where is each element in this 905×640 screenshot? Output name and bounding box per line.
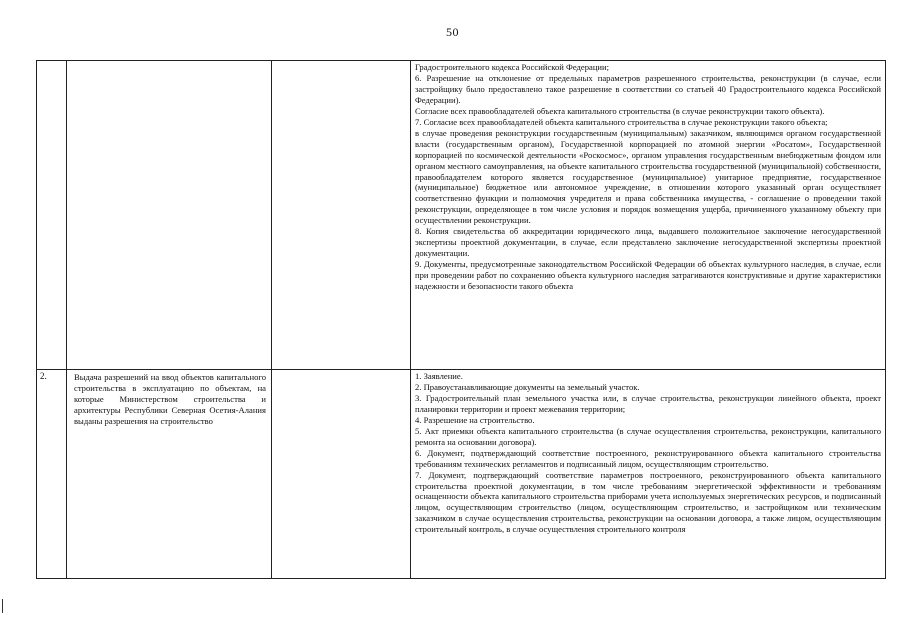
empty-cell [272,61,411,370]
service-name-cell [67,61,272,370]
document-item: 6. Разрешение на отклонение от предельных параметров разрешенного строительства, реконструкции (в случае, если застройщику было предоставлено такое разрешение в соответствии со статьей 40 Градостроительного кодекса Российской Федерации). [415,72,881,105]
row-number [37,61,66,62]
document-item: 1. Заявление. [415,371,463,381]
document-item: 8. Копия свидетельства об аккредитации юридического лица, выдавшего положительное заключение негосударственной экспертизы проектной документации, в случае, если представлено заключение негосударственной экспертизы проектной документации. [415,226,881,259]
document-item: в случае проведения реконструкции государственным (муниципальным) заказчиком, являющимся органом государственной власти (государственным органом), Государственной корпорацией по атомной энергии «Росатом», Государственной корпорацией по космической деятельности «Роскосмос», органом управления государственным внебюджетным фондом или органом местного самоуправления, на объекте капитального строительства государственной (муниципальной) собственности, правообладателем которого является государственное (муниципальное) унитарное предприятие, государственное (муниципальное) бюджетное или автономное учреждение, в отношении которого указанный орган осуществляет соответственно функции и полномочия учредителя и права собственника имущества, - соглашение о проведении такой реконструкции, определяющее в том числе условия и порядок возмещения ущерба, причиненного указанному объекту при осуществлении реконструкции. [415,127,881,226]
document-item: 4. Разрешение на строительство. [415,414,535,425]
service-name: Выдача разрешений на ввод объектов капитального строительства в эксплуатацию по объектам, на которые Министерством строительства и архитектуры Республики Северная Осетия-Алания выданы разрешения на строительство [74,372,266,426]
document-item: 7. Документ, подтверждающий соответствие параметров построенного, реконструированного объекта капитального строительства проектной документации, в том числе требованиям энергетической эффективности и требованиям оснащенности объекта капитального строительства приборами учета используемых энергетических ресурсов, и подписанный лицом, осуществляющим строительство (лицом, осуществляющим строительство, и застройщиком или техническим заказчиком в случае осуществления строительства, реконструкции на основании договора, а также лицом, осуществляющим строительный контроль, в случае осуществления строительного контроля [415,469,881,535]
page-number: 50 [446,25,459,39]
document-item: 6. Документ, подтверждающий соответствие построенного, реконструированного объекта капитального строительства требованиям технических регламентов и подписанный лицом, осуществляющим строительство. [415,447,881,469]
row-number: 2. [40,371,47,381]
document-item: 7. Согласие всех правообладателей объекта капитального строительства в случае реконструкции такого объекта; [415,116,828,127]
row-number-cell [37,370,67,579]
service-name [67,61,271,63]
documents-list [411,370,885,535]
documents-cell [411,61,886,370]
document-item: Согласие всех правообладателей объекта капитального строительства (в случае реконструкции такого объекта). [415,105,825,116]
empty-cell [272,370,411,579]
row-number-cell [37,61,67,370]
document-item: 2. Правоустанавливающие документы на земельный участок. [415,381,640,392]
documents-cell [411,370,886,579]
table-row [37,370,886,579]
documents-list [411,61,885,292]
document-item: 9. Документы, предусмотренные законодательством Российской Федерации об объектах культурного наследия, в случае, если при проведении работ по сохранению объекта культурного наследия затрагиваются конструктивные и другие характеристики надежности и безопасности такого объекта [415,259,881,292]
document-item: Градостроительного кодекса Российской Федерации; [415,62,610,72]
service-name-cell [67,370,272,579]
table-row [37,61,886,370]
document-table [36,60,886,579]
document-item: 5. Акт приемки объекта капитального строительства (в случае осуществления строительства, реконструкции, капитального ремонта на основании договора). [415,425,881,447]
document-item: 3. Градостроительный план земельного участка или, в случае строительства, реконструкции линейного объекта, проект планировки территории и проект межевания территории; [415,392,881,414]
scan-margin-mark [2,599,3,613]
